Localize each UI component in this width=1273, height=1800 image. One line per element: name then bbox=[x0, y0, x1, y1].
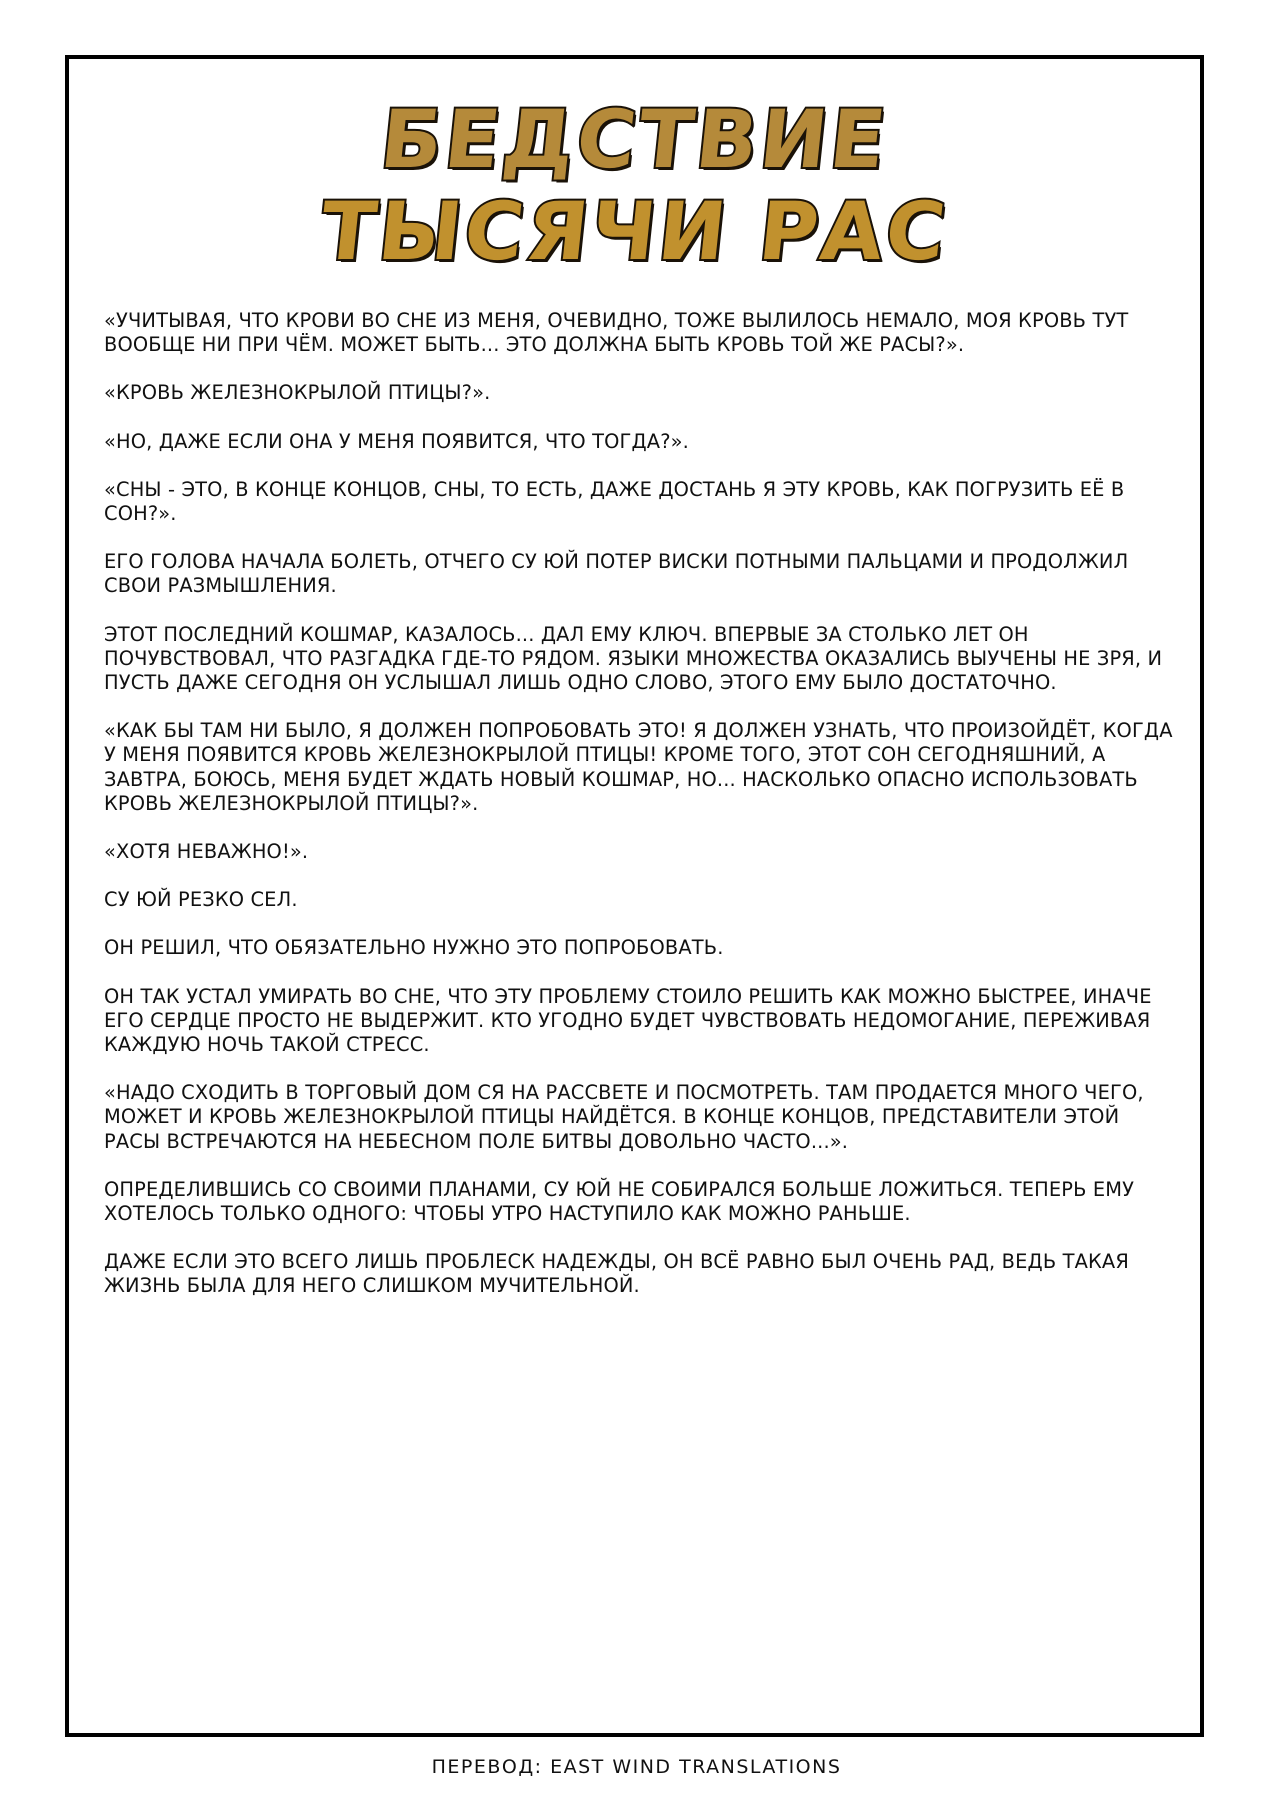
paragraph-9: СУ ЮЙ РЕЗКО СЕЛ. bbox=[104, 888, 298, 912]
paragraph-2: «КРОВЬ ЖЕЛЕЗНОКРЫЛОЙ ПТИЦЫ?». bbox=[104, 381, 491, 405]
paragraph-8: «ХОТЯ НЕВАЖНО!». bbox=[104, 840, 309, 864]
body-text bbox=[104, 309, 1179, 1323]
page-frame bbox=[65, 55, 1204, 1737]
paragraph-10: ОН РЕШИЛ, ЧТО ОБЯЗАТЕЛЬНО НУЖНО ЭТО ПОПРОБОВАТЬ. bbox=[104, 936, 724, 960]
page-title bbox=[69, 94, 1200, 278]
translator-credit: ПЕРЕВОД: EAST WIND TRANSLATIONS bbox=[431, 1756, 842, 1778]
paragraph-3: «НО, ДАЖЕ ЕСЛИ ОНА У МЕНЯ ПОЯВИТСЯ, ЧТО ТОГДА?». bbox=[104, 429, 689, 453]
title-line-1: БЕДСТВИЕ bbox=[376, 93, 893, 186]
paragraph-5: ЕГО ГОЛОВА НАЧАЛА БОЛЕТЬ, ОТЧЕГО СУ ЮЙ ПОТЕР ВИСКИ ПОТНЫМИ ПАЛЬЦАМИ И ПРОДОЛЖИЛ СВОИ РАЗМЫШЛЕНИЯ. bbox=[104, 550, 1129, 598]
paragraph-6: ЭТОТ ПОСЛЕДНИЙ КОШМАР, КАЗАЛОСЬ... ДАЛ ЕМУ КЛЮЧ. ВПЕРВЫЕ ЗА СТОЛЬКО ЛЕТ ОН ПОЧУВСТВОВАЛ, ЧТО РАЗГАДКА ГДЕ-ТО РЯДОМ. ЯЗЫКИ МНОЖЕСТВА ОКАЗАЛИСЬ ВЫУЧЕНЫ НЕ ЗРЯ, И ПУСТЬ ДАЖЕ СЕГОДНЯ ОН УСЛЫШАЛ ЛИШЬ ОДНО СЛОВО, ЭТОГО ЕМУ БЫЛО ДОСТАТОЧНО. bbox=[104, 622, 1163, 695]
paragraph-1: «УЧИТЫВАЯ, ЧТО КРОВИ ВО СНЕ ИЗ МЕНЯ, ОЧЕВИДНО, ТОЖЕ ВЫЛИЛОСЬ НЕМАЛО, МОЯ КРОВЬ ТУТ ВООБЩЕ НИ ПРИ ЧЁМ. МОЖЕТ БЫТЬ... ЭТО ДОЛЖНА БЫТЬ КРОВЬ ТОЙ ЖЕ РАСЫ?». bbox=[104, 309, 1129, 357]
title-line-2: ТЫСЯЧИ РАС bbox=[316, 185, 953, 278]
paragraph-13: ОПРЕДЕЛИВШИСЬ СО СВОИМИ ПЛАНАМИ, СУ ЮЙ НЕ СОБИРАЛСЯ БОЛЬШЕ ЛОЖИТЬСЯ. ТЕПЕРЬ ЕМУ ХОТЕЛОСЬ ТОЛЬКО ОДНОГО: ЧТОБЫ УТРО НАСТУПИЛО КАК МОЖНО РАНЬШЕ. bbox=[104, 1177, 1135, 1226]
paragraph-11: ОН ТАК УСТАЛ УМИРАТЬ ВО СНЕ, ЧТО ЭТУ ПРОБЛЕМУ СТОИЛО РЕШИТЬ КАК МОЖНО БЫСТРЕЕ, ИНАЧЕ ЕГО СЕРДЦЕ ПРОСТО НЕ ВЫДЕРЖИТ. КТО УГОДНО БУДЕТ ЧУВСТВОВАТЬ НЕДОМОГАНИЕ, ПЕРЕЖИВАЯ КАЖДУЮ НОЧЬ ТАКОЙ СТРЕСС. bbox=[104, 984, 1152, 1057]
paragraph-7: «КАК БЫ ТАМ НИ БЫЛО, Я ДОЛЖЕН ПОПРОБОВАТЬ ЭТО! Я ДОЛЖЕН УЗНАТЬ, ЧТО ПРОИЗОЙДЁТ, КОГДА У МЕНЯ ПОЯВИТСЯ КРОВЬ ЖЕЛЕЗНОКРЫЛОЙ ПТИЦЫ! КРОМЕ ТОГО, ЭТОТ СОН СЕГОДНЯШНИЙ, А ЗАВТРА, БОЮСЬ, МЕНЯ БУДЕТ ЖДАТЬ НОВЫЙ КОШМАР, НО... НАСКОЛЬКО ОПАСНО ИСПОЛЬЗОВАТЬ КРОВЬ ЖЕЛЕЗНОКРЫЛОЙ ПТИЦЫ?». bbox=[104, 719, 1173, 815]
paragraph-4: «СНЫ - ЭТО, В КОНЦЕ КОНЦОВ, СНЫ, ТО ЕСТЬ, ДАЖЕ ДОСТАНЬ Я ЭТУ КРОВЬ, КАК ПОГРУЗИТЬ ЕЁ В СОН?». bbox=[104, 477, 1125, 526]
paragraph-12: «НАДО СХОДИТЬ В ТОРГОВЫЙ ДОМ СЯ НА РАССВЕТЕ И ПОСМОТРЕТЬ. ТАМ ПРОДАЕТСЯ МНОГО ЧЕГО, МОЖЕТ И КРОВЬ ЖЕЛЕЗНОКРЫЛОЙ ПТИЦЫ НАЙДЁТСЯ. В КОНЦЕ КОНЦОВ, ПРЕДСТАВИТЕЛИ ЭТОЙ РАСЫ ВСТРЕЧАЮТСЯ НА НЕБЕСНОМ ПОЛЕ БИТВЫ ДОВОЛЬНО ЧАСТО...». bbox=[104, 1081, 1144, 1153]
paragraph-14: ДАЖЕ ЕСЛИ ЭТО ВСЕГО ЛИШЬ ПРОБЛЕСК НАДЕЖДЫ, ОН ВСЁ РАВНО БЫЛ ОЧЕНЬ РАД, ВЕДЬ ТАКАЯ ЖИЗНЬ БЫЛА ДЛЯ НЕГО СЛИШКОМ МУЧИТЕЛЬНОЙ. bbox=[104, 1250, 1129, 1298]
